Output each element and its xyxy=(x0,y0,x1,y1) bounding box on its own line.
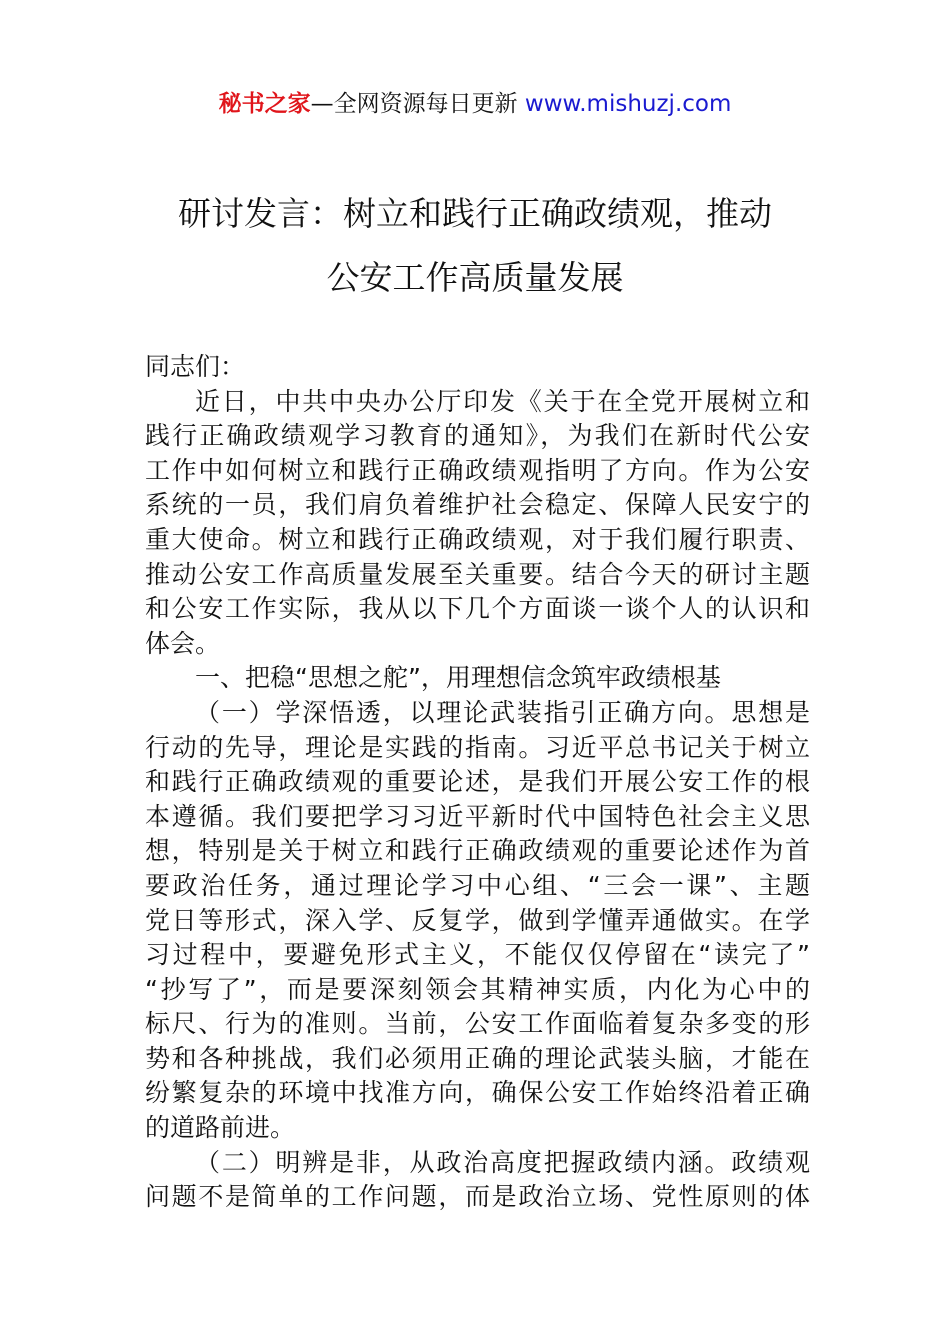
document-body xyxy=(145,350,810,1215)
document-title xyxy=(100,182,850,310)
body-line: 问题不是简单的工作问题，而是政治立场、党性原则的体 xyxy=(145,1182,810,1212)
body-line: 党日等形式，深入学、反复学，做到学懂弄通做实。在学 xyxy=(145,905,810,935)
body-line: 体会。 xyxy=(145,628,221,658)
body-line: 推动公安工作高质量发展至关重要。结合今天的研讨主题 xyxy=(145,559,810,589)
body-line: 势和各种挑战，我们必须用正确的理论武装头脑，才能在 xyxy=(145,1043,810,1073)
section-heading-1: 一、把稳“思想之舵”，用理想信念筑牢政绩根基 xyxy=(195,663,721,693)
title-line-1: 研讨发言：树立和践行正确政绩观，推动 xyxy=(178,194,772,233)
body-line: 和践行正确政绩观的重要论述，是我们开展公安工作的根 xyxy=(145,767,810,797)
body-line: 习过程中，要避免形式主义，不能仅仅停留在“读完了” xyxy=(145,940,810,970)
body-line: 想，特别是关于树立和践行正确政绩观的重要论述作为首 xyxy=(145,836,810,866)
title-line-2: 公安工作高质量发展 xyxy=(326,258,624,297)
body-line: 和公安工作实际，我从以下几个方面谈一谈个人的认识和 xyxy=(145,594,810,624)
body-line: 的道路前进。 xyxy=(145,1113,296,1143)
site-header xyxy=(0,88,950,120)
body-line: 重大使命。树立和践行正确政绩观，对于我们履行职责、 xyxy=(145,524,810,554)
header-brand: 秘书之家 xyxy=(218,91,311,117)
salutation: 同志们： xyxy=(145,352,246,381)
body-line: “抄写了”，而是要深刻领会其精神实质，内化为心中的 xyxy=(145,974,810,1004)
body-line: 要政治任务，通过理论学习中心组、“三会一课”、主题 xyxy=(145,870,810,900)
body-line: 系统的一员，我们肩负着维护社会稳定、保障人民安宁的 xyxy=(145,490,810,520)
subsection-heading-1-2: （二）明辨是非，从政治高度把握政绩内涵。政绩观 xyxy=(195,1147,810,1177)
header-url-link[interactable]: www.mishuzj.com xyxy=(524,91,732,117)
body-line: 工作中如何树立和践行正确政绩观指明了方向。作为公安 xyxy=(145,455,810,485)
header-tagline: —全网资源每日更新 xyxy=(310,91,525,117)
body-line: 践行正确政绩观学习教育的通知》，为我们在新时代公安 xyxy=(145,421,810,451)
body-line: 纷繁复杂的环境中找准方向，确保公安工作始终沿着正确 xyxy=(145,1078,810,1108)
body-line: 行动的先导，理论是实践的指南。习近平总书记关于树立 xyxy=(145,732,810,762)
body-line: 近日，中共中央办公厅印发《关于在全党开展树立和 xyxy=(195,386,810,416)
subsection-heading-1-1: （一）学深悟透，以理论武装指引正确方向。思想是 xyxy=(195,697,810,727)
body-line: 本遵循。我们要把学习习近平新时代中国特色社会主义思 xyxy=(145,801,810,831)
body-line: 标尺、行为的准则。当前，公安工作面临着复杂多变的形 xyxy=(145,1009,810,1039)
